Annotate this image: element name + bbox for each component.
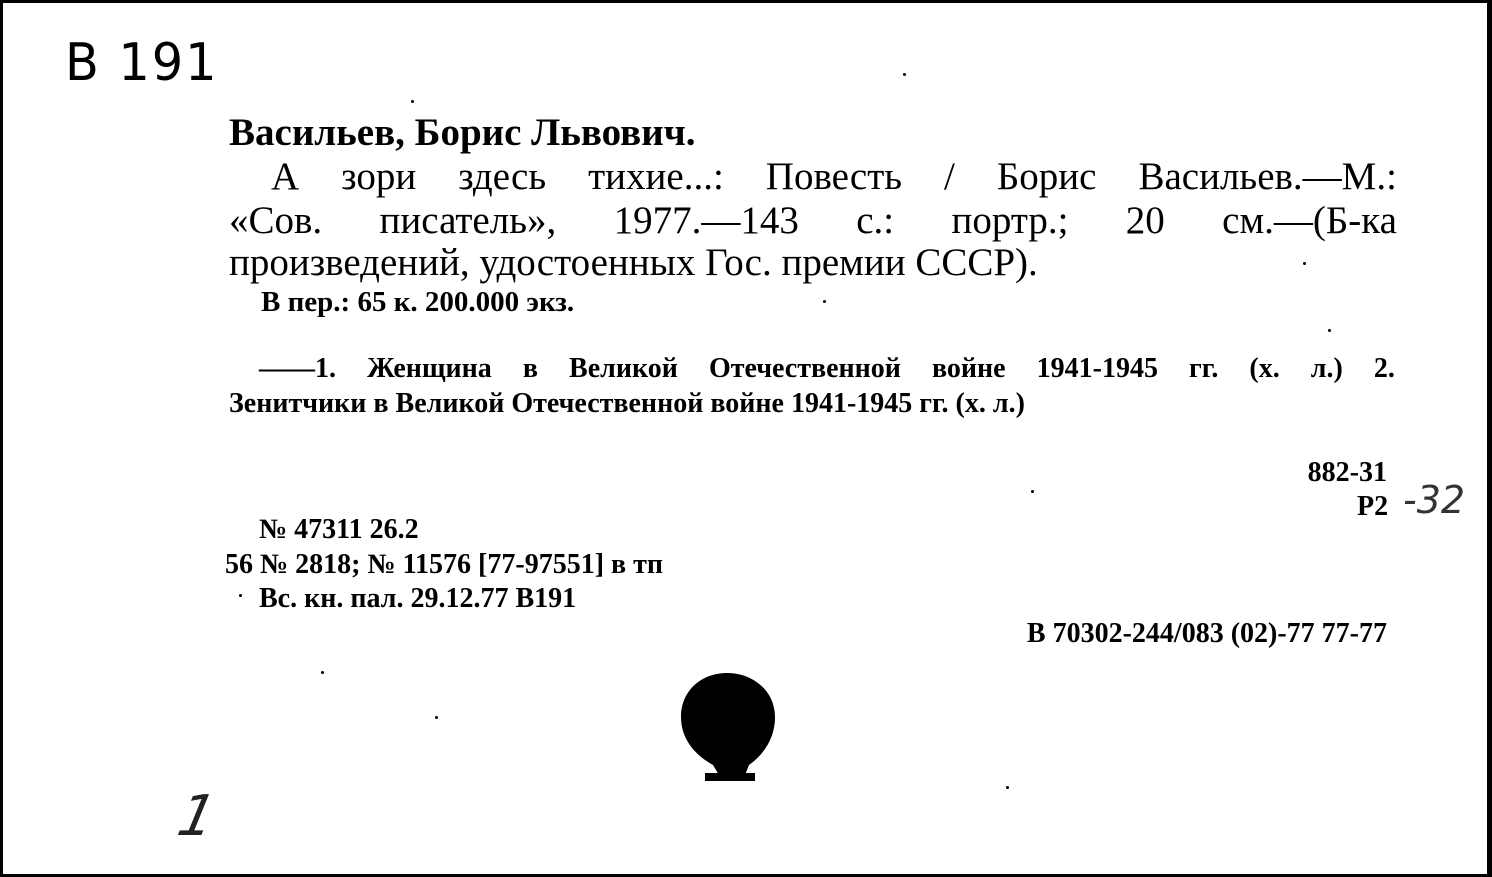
title-line-2-word: «Сов. — [229, 199, 323, 242]
subjects-line-1-word: в — [522, 353, 538, 384]
scan-speck — [1006, 786, 1009, 789]
scan-speck — [1303, 262, 1306, 265]
title-line-2-word: с.: — [856, 199, 895, 242]
record-line-3: Вс. кн. пал. 29.12.77 В191 — [259, 583, 577, 614]
subjects-line-1-word: Отечественной — [708, 353, 901, 384]
title-line-2-word: 20 — [1125, 199, 1165, 242]
scan-speck — [1328, 329, 1331, 332]
subjects-line-1-word: ——1. — [259, 353, 336, 384]
subjects-line-1-word: Женщина — [367, 353, 492, 384]
class-code-handwritten: -32 — [1403, 478, 1466, 522]
record-line-2: 56 № 2818; № 11576 [77-97551] в тп — [225, 549, 664, 580]
title-line-1-word: Борис — [996, 155, 1097, 198]
subjects-line-1-word: 1941-1945 — [1036, 353, 1158, 384]
subjects-line-1-word: войне — [931, 353, 1006, 384]
class-number: 882-31 — [1307, 457, 1387, 488]
handwritten-mark: 1 — [172, 784, 222, 849]
scan-speck — [239, 594, 242, 597]
subjects-line-1-word: Великой — [569, 353, 678, 384]
price-line: В пер.: 65 к. 200.000 экз. — [261, 286, 575, 318]
title-line-2-word: портр.; — [951, 199, 1069, 242]
scan-speck — [435, 716, 438, 719]
punch-hole — [675, 669, 785, 787]
title-line-2 — [229, 201, 1397, 240]
title-line-2-word: 1977.—143 — [613, 199, 799, 242]
catalog-code: В 70302-244/083 (02)-77 77-77 — [1026, 618, 1387, 649]
subjects-line-1-word: 2. — [1373, 353, 1395, 384]
author-heading: Васильев, Борис Львович. — [229, 111, 696, 154]
title-line-1-word: зори — [341, 155, 417, 198]
subjects-line-1-word: л.) — [1310, 353, 1343, 384]
title-line-1-word: Повесть — [765, 155, 903, 198]
scan-speck — [321, 671, 324, 674]
title-line-1-word: тихие...: — [588, 155, 724, 198]
title-line-1-word: / — [944, 155, 955, 198]
record-number: № 47311 26.2 — [259, 514, 419, 545]
subjects-line-1-word: (х. — [1249, 353, 1280, 384]
title-line-2-word: см.—(Б-ка — [1222, 199, 1397, 242]
title-line-1 — [271, 157, 1397, 196]
title-line-1-word: Васильев.—М.: — [1138, 155, 1397, 198]
scan-speck — [1031, 490, 1034, 493]
title-line-1-word: здесь — [458, 155, 547, 198]
subjects-line-1 — [259, 355, 1395, 383]
title-line-3: произведений, удостоенных Гос. премии СССР). — [229, 241, 1038, 284]
scan-speck — [903, 73, 906, 76]
subjects-line-2: Зенитчики в Великой Отечественной войне 1941-1945 гг. (х. л.) — [229, 388, 1025, 419]
scan-speck — [823, 300, 826, 303]
title-line-1-word: А — [271, 155, 300, 198]
subjects-line-1-word: гг. — [1189, 353, 1219, 384]
handwritten-call-number: B 191 — [65, 33, 219, 93]
title-line-2-word: писатель», — [379, 199, 557, 242]
scan-speck — [411, 100, 414, 103]
class-code: Р2 — [1357, 491, 1389, 522]
